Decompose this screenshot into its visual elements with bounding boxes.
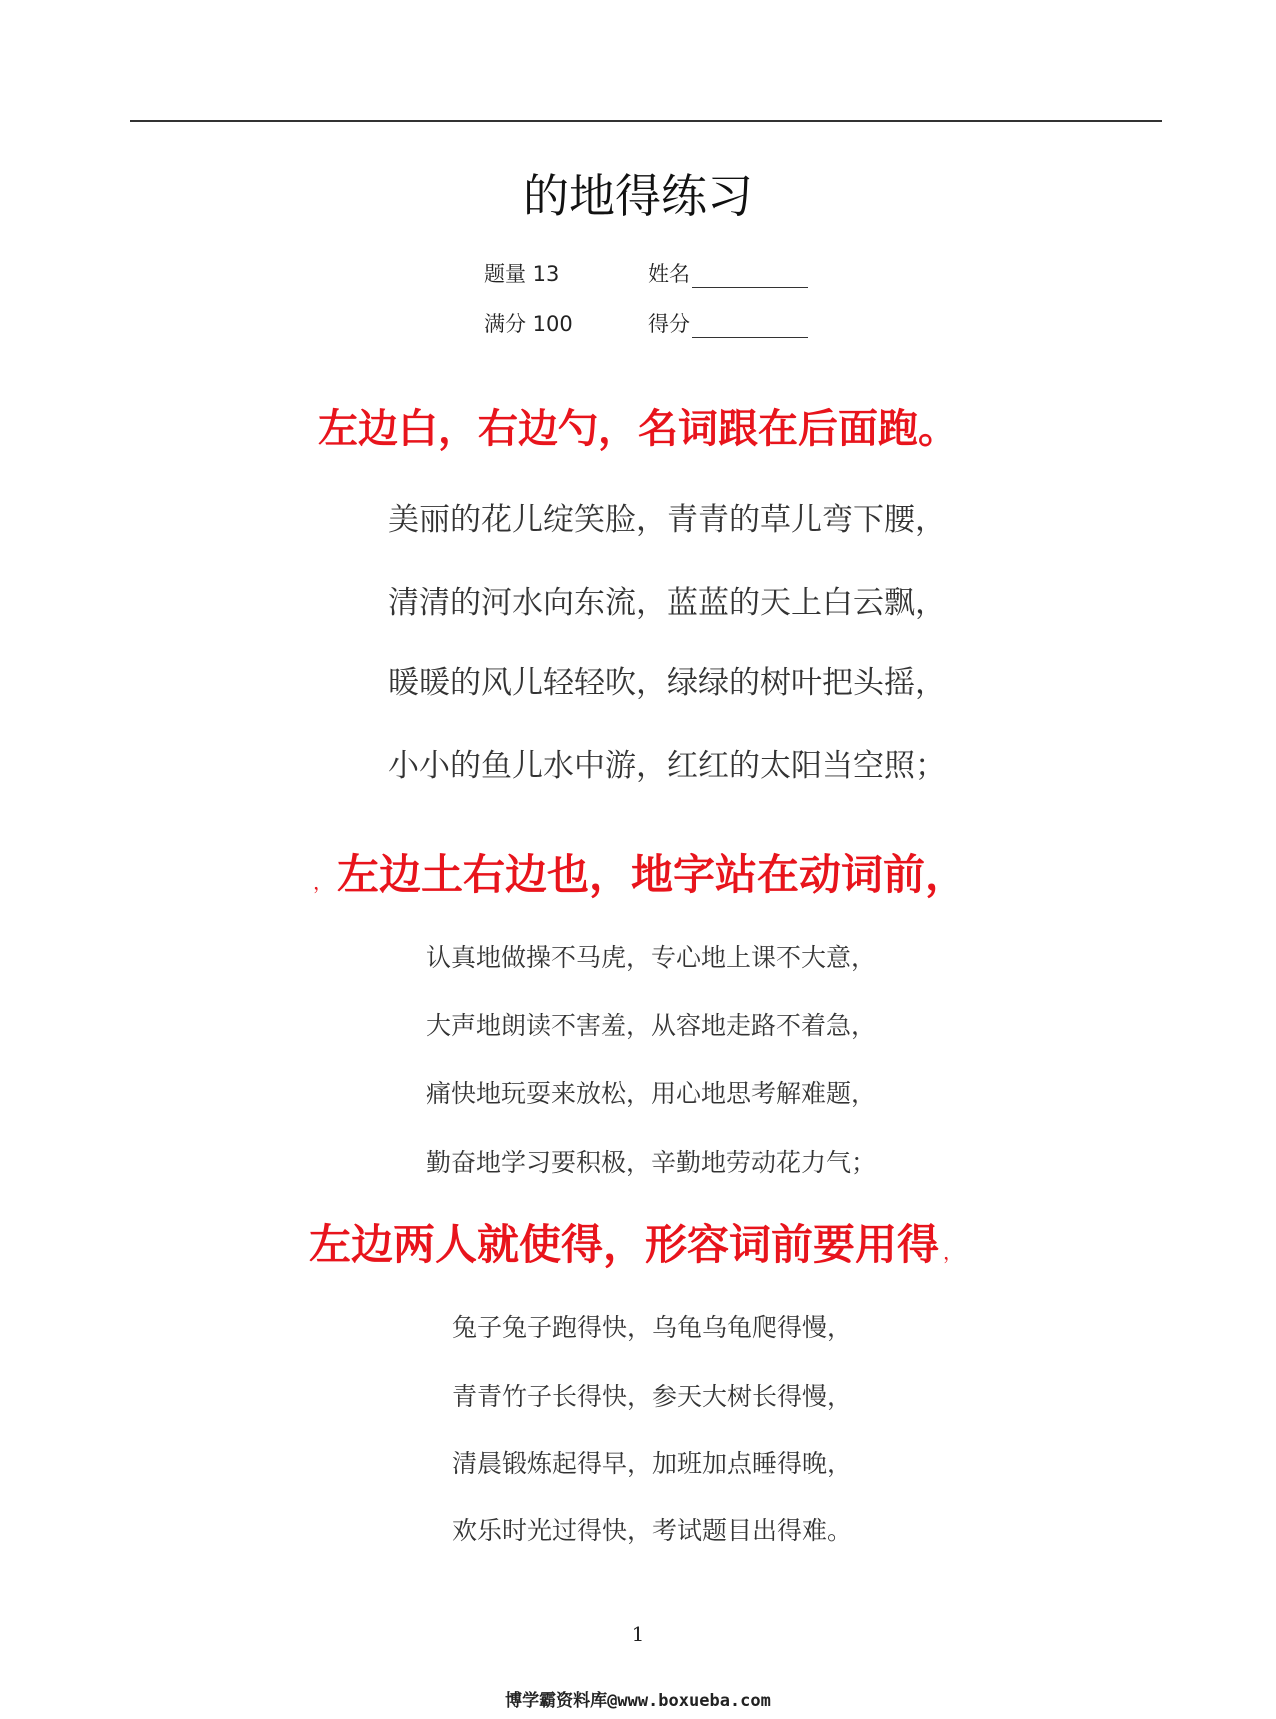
name-label: 姓名 [648,262,690,286]
full-score: 满分 100 [484,312,573,336]
section-1-heading: 左边白，右边勺，名词跟在后面跑。 [318,406,958,452]
question-count: 题量 13 [484,262,560,286]
section-3-line: 兔子兔子跑得快，乌龟乌龟爬得慢， [452,1313,853,1342]
name-field [648,258,808,288]
section-1-line: 小小的鱼儿水中游，红红的太阳当空照； [388,748,946,784]
section-3-heading-text: 左边两人就使得，形容词前要用得 [308,1220,939,1269]
score-label: 得分 [648,312,690,336]
stray-comma: ， [943,1240,963,1264]
section-2-line: 认真地做操不马虎，专心地上课不大意， [426,943,877,972]
name-blank [692,265,808,288]
header-rule [130,120,1162,122]
section-3-line: 青青竹子长得快，参天大树长得慢， [452,1382,853,1411]
section-3-heading [0,1212,1276,1272]
score-blank [692,315,808,338]
section-1-line: 清清的河水向东流，蓝蓝的天上白云飘， [388,585,946,621]
footer-watermark: 博学霸资料库@www.boxueba.com [505,1691,771,1711]
section-2-line: 勤奋地学习要积极，辛勤地劳动花力气； [426,1148,877,1177]
section-1-line: 暖暖的风儿轻轻吹，绿绿的树叶把头摇， [388,665,946,701]
score-field [648,308,808,338]
section-2-heading-text: 左边土右边也，地字站在动词前， [336,850,967,899]
section-3-line: 欢乐时光过得快，考试题目出得难。 [452,1516,853,1545]
stray-comma: ， [312,870,333,894]
section-1-line: 美丽的花儿绽笑脸，青青的草儿弯下腰， [388,502,946,538]
section-2-line: 大声地朗读不害羞，从容地走路不着急， [426,1011,877,1040]
section-3-line: 清晨锻炼起得早，加班加点睡得晚， [452,1449,853,1478]
page-title: 的地得练习 [523,169,753,223]
section-2-line: 痛快地玩耍来放松，用心地思考解难题， [426,1079,877,1108]
section-2-heading [0,842,1276,902]
page-number: 1 [631,1622,645,1646]
